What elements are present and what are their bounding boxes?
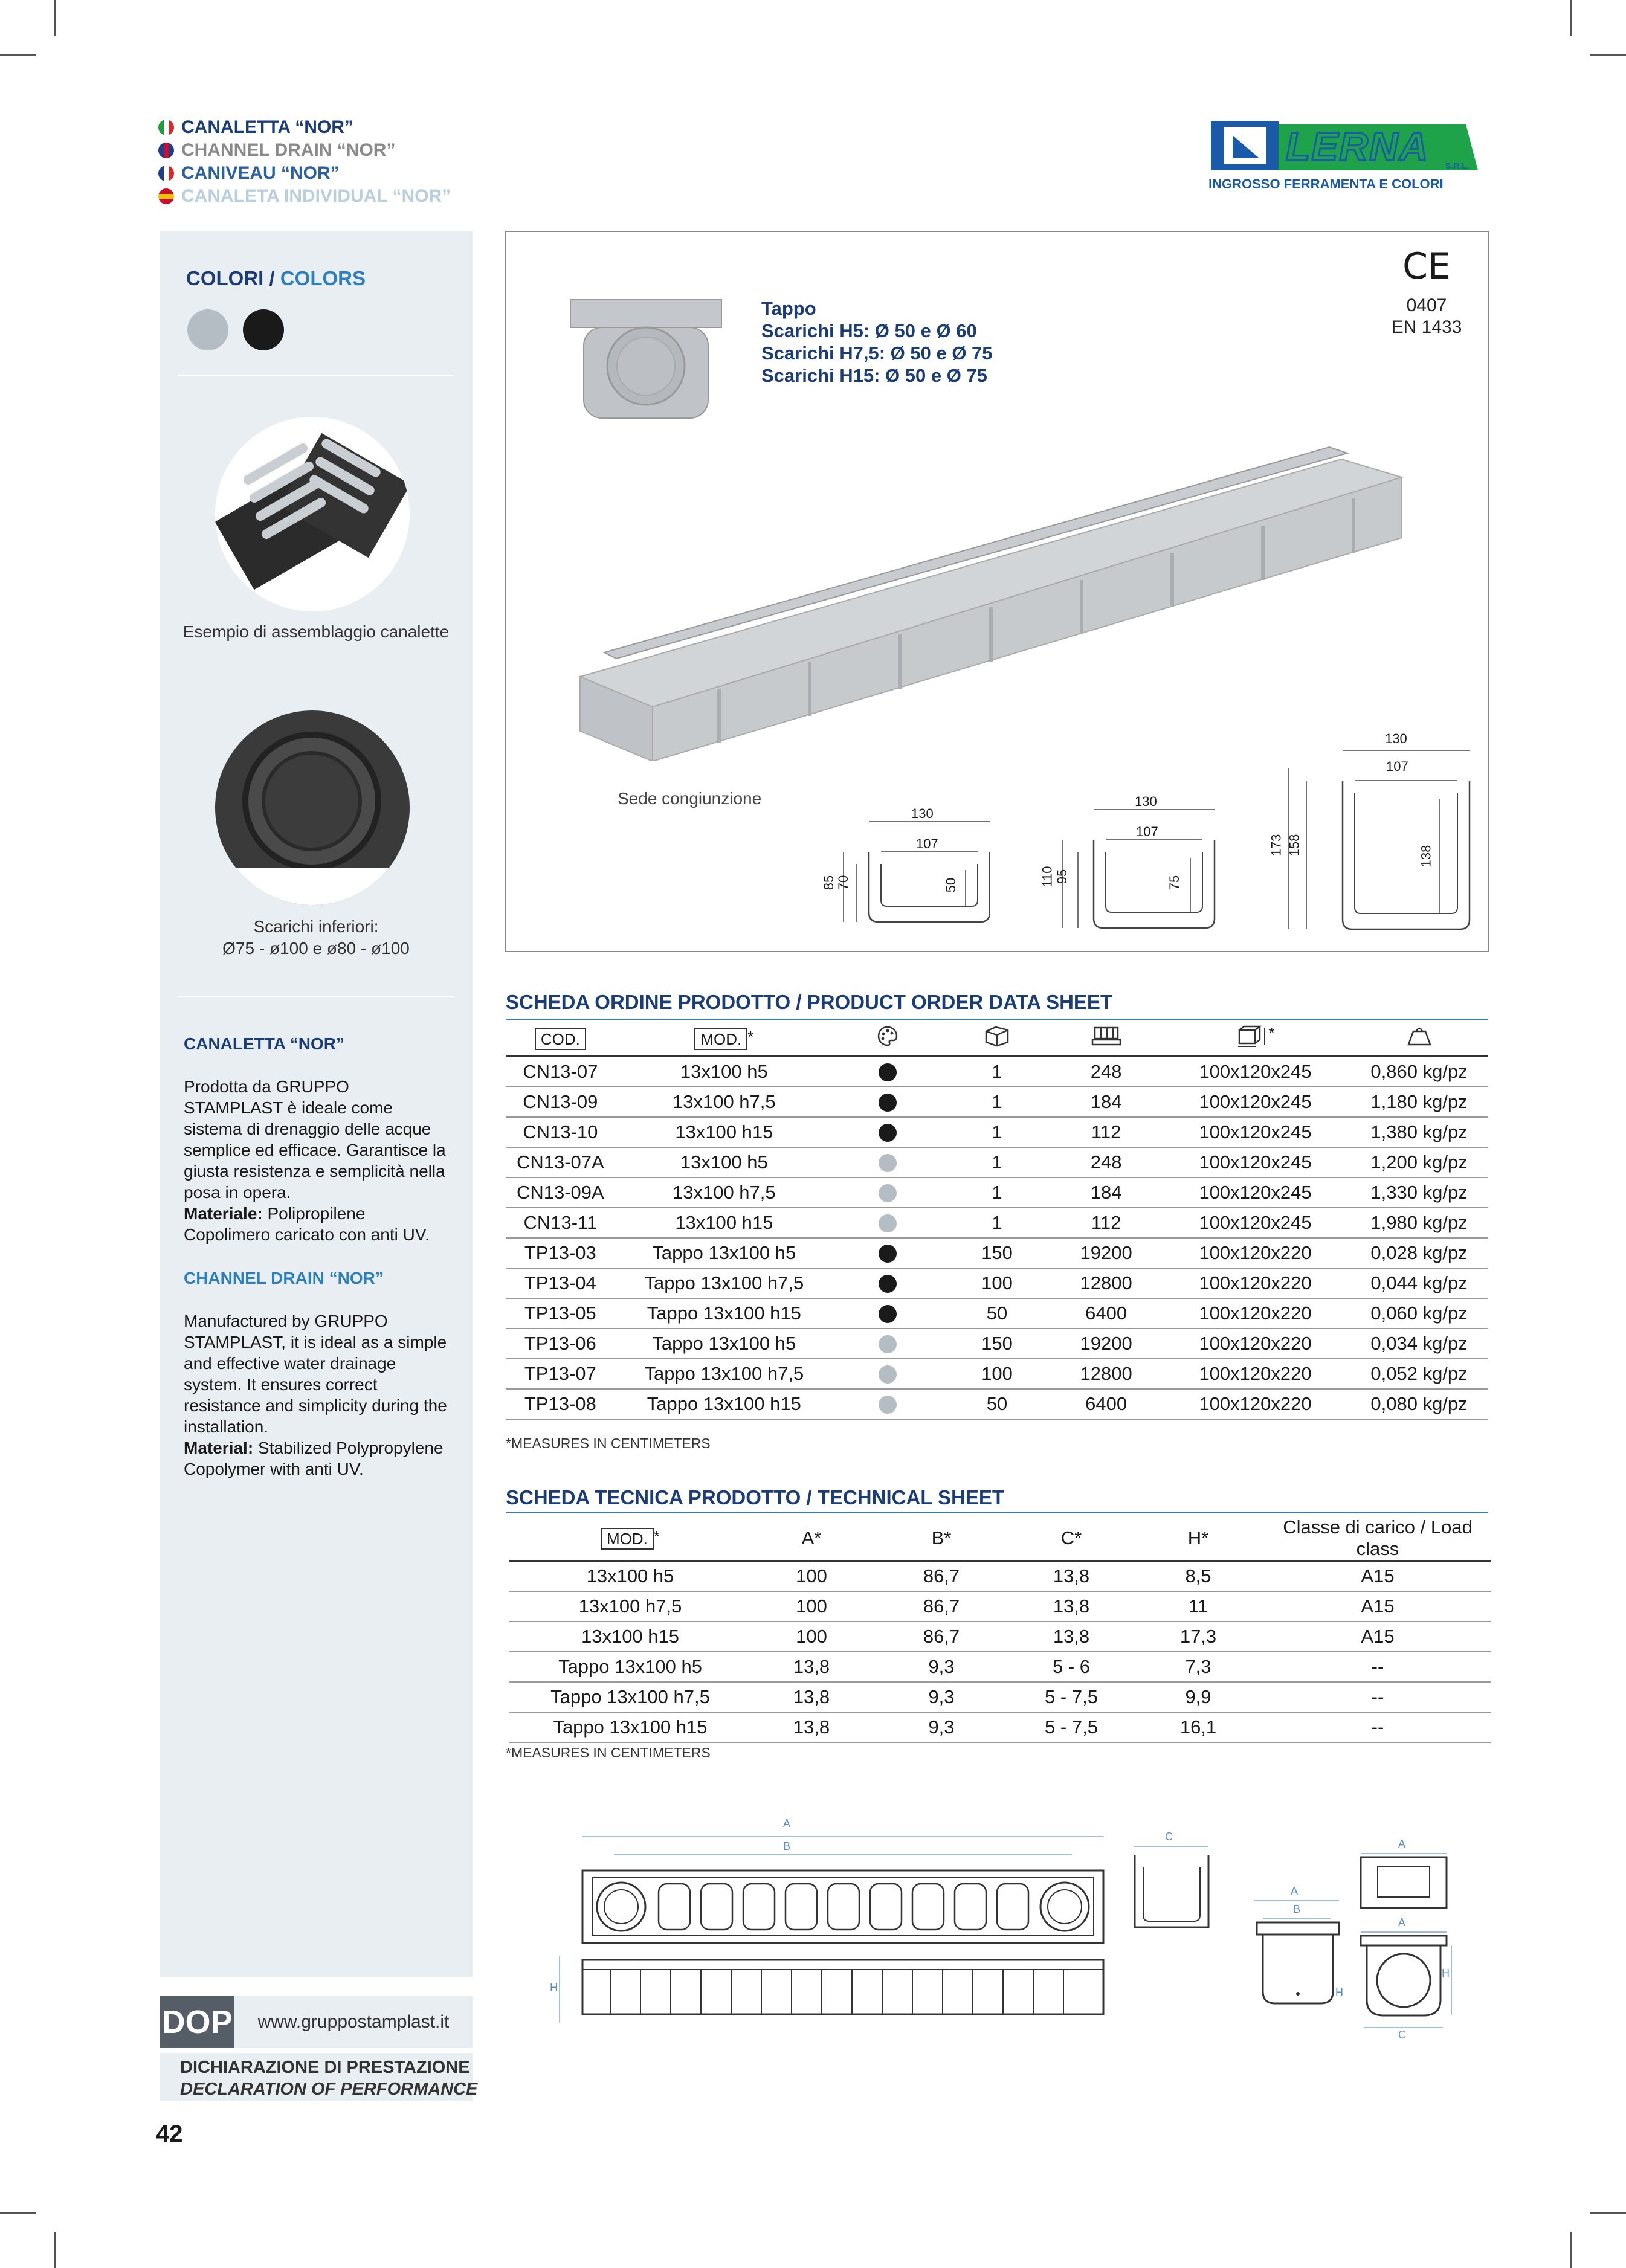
cell-b: 86,7	[872, 1591, 1011, 1622]
cell-c: 13,8	[1011, 1561, 1132, 1592]
title-es: CANALETA INDIVIDUAL “NOR”	[158, 185, 451, 208]
table-row	[506, 1238, 1488, 1268]
cell-a: 100	[751, 1622, 872, 1652]
color-dot-black	[879, 1305, 897, 1323]
crop-mark	[1570, 0, 1572, 36]
color-dot-black	[879, 1094, 897, 1112]
weight-icon	[1406, 1025, 1433, 1047]
description-en: CHANNEL DRAIN “NOR” Manufactured by GRUPPO STAMPLAST, it is ideal as a simple and effective water drainage system. It ensures correct resistance and simplicity during the installation. Material: Stabilized Polypropylene Copolymer with anti UV.	[184, 1269, 447, 1478]
cell-cod: CN13-09	[506, 1087, 615, 1117]
cell-b: 9,3	[872, 1652, 1011, 1682]
cell-q2: 19200	[1051, 1238, 1161, 1268]
box-icon	[984, 1025, 1010, 1047]
cell-dim: 100x120x220	[1161, 1359, 1350, 1389]
cell-b: 9,3	[872, 1682, 1011, 1712]
table-row	[509, 1591, 1491, 1622]
flag-it-icon	[158, 120, 174, 135]
cell-dim: 100x120x220	[1161, 1238, 1350, 1268]
cell-cls: --	[1265, 1682, 1491, 1712]
cell-q1: 150	[943, 1329, 1052, 1359]
cell-a: 13,8	[751, 1682, 872, 1712]
logo-suffix: S.R.L.	[1445, 161, 1470, 170]
cell-dim: 100x120x220	[1161, 1389, 1350, 1419]
cell-dim: 100x120x245	[1161, 1147, 1350, 1177]
cell-c: 5 - 7,5	[1011, 1712, 1132, 1742]
title-it: CANALETTA “NOR”	[158, 116, 353, 139]
tappo-drain-line: Scarichi H15: Ø 50 e Ø 75	[761, 365, 987, 386]
cell-cls: A15	[1265, 1561, 1491, 1592]
tech-header-row: MOD. * A* B* C* H* Classe di carico / Load class	[509, 1516, 1491, 1561]
cell-b: 86,7	[872, 1561, 1011, 1592]
crop-mark	[54, 0, 56, 36]
cell-q2: 248	[1051, 1147, 1161, 1177]
table-row	[506, 1147, 1488, 1177]
flag-gb-icon	[158, 143, 174, 158]
divider	[178, 996, 454, 997]
tech-note: *MEASURES IN CENTIMETERS	[506, 1745, 711, 1761]
cell-q1: 150	[943, 1238, 1052, 1268]
color-swatch-grey	[187, 309, 228, 350]
color-dot-black	[879, 1245, 897, 1263]
crop-mark	[1590, 2212, 1626, 2214]
cell-q1: 1	[943, 1056, 1052, 1087]
colors-heading: COLORI / COLORS	[186, 267, 366, 289]
cell-q1: 100	[943, 1359, 1052, 1389]
cell-cod: TP13-06	[506, 1329, 615, 1359]
assembly-photo	[215, 417, 410, 611]
color-dot-black	[879, 1275, 897, 1293]
cell-q2: 184	[1051, 1177, 1161, 1208]
cell-cls: A15	[1265, 1591, 1491, 1622]
color-dot-grey	[879, 1154, 897, 1172]
cell-q2: 6400	[1051, 1298, 1161, 1329]
order-header-row: COD. MOD. * *	[506, 1022, 1488, 1056]
table-row	[506, 1389, 1488, 1419]
color-dot-grey	[879, 1365, 897, 1384]
color-dot-black	[879, 1063, 897, 1081]
tappo-info: Tappo Scarichi H5: Ø 50 e Ø 60 Scarichi H7,5: Ø 50 e Ø 75 Scarichi H15: Ø 50 e Ø 75	[761, 298, 993, 386]
cell-b: 86,7	[872, 1622, 1011, 1652]
cell-q2: 12800	[1051, 1359, 1161, 1389]
cell-c: 5 - 6	[1011, 1652, 1132, 1682]
cell-mod: 13x100 h15	[615, 1208, 833, 1238]
cross-section-h15: 130 107 173 158 138	[1264, 732, 1482, 935]
cell-dim: 100x120x245	[1161, 1177, 1350, 1208]
cell-cod: TP13-04	[506, 1268, 615, 1298]
cell-a: 13,8	[751, 1652, 872, 1682]
cell-dim: 100x120x220	[1161, 1298, 1350, 1329]
cell-mod: 13x100 h5	[615, 1147, 833, 1177]
load-class-header: Classe di carico / Load class	[1265, 1516, 1491, 1561]
crop-mark	[0, 2212, 36, 2214]
cell-q1: 1	[943, 1147, 1052, 1177]
order-table	[506, 1022, 1488, 1420]
tappo-front-drawing: A A H C	[1352, 1837, 1455, 2042]
cell-mod: Tappo 13x100 h7,5	[615, 1359, 833, 1389]
table-row	[506, 1087, 1488, 1117]
cell-dim: 100x120x245	[1161, 1087, 1350, 1117]
cell-mod: Tappo 13x100 h7,5	[509, 1682, 751, 1712]
cell-mod: Tappo 13x100 h15	[615, 1389, 833, 1419]
divider	[178, 375, 454, 376]
palette-icon	[877, 1025, 898, 1047]
cell-q2: 6400	[1051, 1389, 1161, 1419]
dop-link[interactable]: www.gruppostamplast.it	[234, 1996, 473, 2048]
cell-dim: 100x120x245	[1161, 1208, 1350, 1238]
logo-wordmark: LERNA	[1286, 124, 1430, 169]
drain-caption: Scarichi inferiori: Ø75 - ø100 e ø80 - ø100	[222, 917, 410, 958]
table-row	[509, 1712, 1491, 1742]
cell-q1: 100	[943, 1268, 1052, 1298]
title-rule	[506, 1019, 1488, 1020]
page-number: 42	[156, 2121, 183, 2147]
tech-sheet-title: SCHEDA TECNICA PRODOTTO / TECHNICAL SHEET	[506, 1486, 1005, 1509]
lerna-logo	[1206, 118, 1484, 196]
cell-cod: CN13-11	[506, 1208, 615, 1238]
cell-cod: TP13-03	[506, 1238, 615, 1268]
tappo-drain-line: Scarichi H7,5: Ø 50 e Ø 75	[761, 343, 993, 364]
cell-mod: 13x100 h5	[615, 1056, 833, 1087]
cross-section-h5: 130 107 85 70 50	[827, 810, 990, 939]
cell-w: 0,028 kg/pz	[1350, 1238, 1488, 1268]
cell-dim: 100x120x220	[1161, 1268, 1350, 1298]
cell-cls: --	[1265, 1712, 1491, 1742]
order-note: *MEASURES IN CENTIMETERS	[506, 1435, 711, 1451]
cross-section-h75: 130 107 110 95 75	[1045, 791, 1221, 939]
cell-h: 16,1	[1132, 1712, 1265, 1742]
cell-q1: 1	[943, 1177, 1052, 1208]
cell-q2: 184	[1051, 1087, 1161, 1117]
cell-cls: A15	[1265, 1622, 1491, 1652]
cell-q2: 248	[1051, 1056, 1161, 1087]
cell-cod: CN13-07A	[506, 1147, 615, 1177]
cell-w: 0,034 kg/pz	[1350, 1329, 1488, 1359]
logo-tagline: INGROSSO FERRAMENTA E COLORI	[1208, 176, 1444, 192]
joint-seat-label: Sede congiunzione	[618, 789, 762, 808]
cell-q1: 50	[943, 1389, 1052, 1419]
channel-section-drawing: C	[1130, 1831, 1215, 1939]
title-rule	[506, 1512, 1488, 1513]
crop-mark	[54, 2232, 56, 2268]
table-row	[506, 1268, 1488, 1298]
cell-b: 9,3	[872, 1712, 1011, 1742]
cell-mod: Tappo 13x100 h5	[509, 1652, 751, 1682]
tappo-image	[567, 296, 725, 429]
cell-q1: 1	[943, 1087, 1052, 1117]
cell-w: 1,380 kg/pz	[1350, 1117, 1488, 1147]
flag-fr-icon	[158, 166, 174, 181]
certification: 0407 EN 1433	[1391, 295, 1462, 337]
cell-cod: CN13-10	[506, 1117, 615, 1147]
cell-h: 8,5	[1132, 1561, 1265, 1592]
pallet-icon	[1091, 1025, 1121, 1047]
cell-mod: Tappo 13x100 h5	[615, 1329, 833, 1359]
table-row	[506, 1359, 1488, 1389]
mod-header: MOD.	[601, 1528, 654, 1550]
color-dot-black	[879, 1124, 897, 1142]
dop-badge: DOP	[160, 1996, 234, 2048]
cell-cod: CN13-07	[506, 1056, 615, 1087]
table-row	[506, 1056, 1488, 1087]
cell-cod: TP13-08	[506, 1389, 615, 1419]
flag-es-icon	[158, 188, 174, 204]
cod-header: COD.	[535, 1028, 586, 1050]
cell-w: 0,060 kg/pz	[1350, 1298, 1488, 1329]
cell-c: 5 - 7,5	[1011, 1682, 1132, 1712]
col-b-header: B*	[872, 1516, 1011, 1561]
cell-h: 11	[1132, 1591, 1265, 1622]
cell-w: 1,330 kg/pz	[1350, 1177, 1488, 1208]
col-a-header: A*	[751, 1516, 872, 1561]
table-row	[506, 1208, 1488, 1238]
dimensions-icon	[1236, 1024, 1268, 1048]
cell-w: 0,080 kg/pz	[1350, 1389, 1488, 1419]
cell-mod: 13x100 h15	[615, 1117, 833, 1147]
cell-w: 0,044 kg/pz	[1350, 1268, 1488, 1298]
dop-caption: DICHIARAZIONE DI PRESTAZIONE DECLARATION OF PERFORMANCE	[180, 2058, 478, 2099]
cell-mod: 13x100 h7,5	[615, 1087, 833, 1117]
cell-w: 0,052 kg/pz	[1350, 1359, 1488, 1389]
table-row	[506, 1329, 1488, 1359]
color-swatch-black	[243, 309, 284, 350]
description-it: CANALETTA “NOR” Prodotta da GRUPPO STAMPLAST è ideale come sistema di drenaggio delle acque semplice ed efficace. Garantisce la giusta resistenza e semplicità nella posa in opera. Materiale: Polipropilene Copolimero caricato con anti UV.	[184, 1034, 446, 1244]
cell-q1: 1	[943, 1208, 1052, 1238]
cell-a: 100	[751, 1561, 872, 1592]
order-sheet-title: SCHEDA ORDINE PRODOTTO / PRODUCT ORDER DATA SHEET	[506, 991, 1113, 1013]
cell-dim: 100x120x245	[1161, 1056, 1350, 1087]
cell-mod: Tappo 13x100 h5	[615, 1238, 833, 1268]
cell-mod: Tappo 13x100 h7,5	[615, 1268, 833, 1298]
crop-mark	[1570, 2232, 1572, 2268]
cell-cod: TP13-05	[506, 1298, 615, 1329]
cell-w: 1,180 kg/pz	[1350, 1087, 1488, 1117]
cell-mod: 13x100 h7,5	[509, 1591, 751, 1622]
color-dot-grey	[879, 1335, 897, 1353]
cell-cod: TP13-07	[506, 1359, 615, 1389]
col-c-header: C*	[1011, 1516, 1132, 1561]
mod-header: MOD.	[694, 1028, 747, 1050]
color-dot-grey	[879, 1396, 897, 1414]
cell-mod: 13x100 h5	[509, 1561, 751, 1592]
cell-mod: Tappo 13x100 h15	[509, 1712, 751, 1742]
cell-q1: 1	[943, 1117, 1052, 1147]
cell-c: 13,8	[1011, 1622, 1132, 1652]
cell-h: 9,9	[1132, 1682, 1265, 1712]
cell-w: 1,980 kg/pz	[1350, 1208, 1488, 1238]
channel-drain-image	[568, 423, 1414, 761]
tappo-drain-line: Scarichi H5: Ø 50 e Ø 60	[761, 320, 977, 341]
table-row	[506, 1298, 1488, 1329]
cell-w: 0,860 kg/pz	[1350, 1056, 1488, 1087]
cell-w: 1,200 kg/pz	[1350, 1147, 1488, 1177]
bottom-drain-photo	[215, 710, 410, 905]
ce-mark: CE	[1402, 245, 1451, 288]
cell-q2: 112	[1051, 1208, 1161, 1238]
crop-mark	[1590, 54, 1626, 56]
cell-dim: 100x120x245	[1161, 1117, 1350, 1147]
cell-mod: 13x100 h15	[509, 1622, 751, 1652]
cell-mod: Tappo 13x100 h15	[615, 1298, 833, 1329]
cell-cod: CN13-09A	[506, 1177, 615, 1208]
table-row	[506, 1117, 1488, 1147]
cell-c: 13,8	[1011, 1591, 1132, 1622]
tech-table	[509, 1516, 1491, 1743]
cell-h: 7,3	[1132, 1652, 1265, 1682]
title-fr: CANIVEAU “NOR”	[158, 162, 340, 185]
crop-mark	[0, 54, 36, 56]
cell-h: 17,3	[1132, 1622, 1265, 1652]
table-row	[509, 1652, 1491, 1682]
cell-cls: --	[1265, 1652, 1491, 1682]
table-row	[509, 1561, 1491, 1592]
cell-q1: 50	[943, 1298, 1052, 1329]
cell-q2: 12800	[1051, 1268, 1161, 1298]
table-row	[509, 1682, 1491, 1712]
channel-top-side-drawing: A B H	[550, 1817, 1130, 2035]
col-h-header: H*	[1132, 1516, 1265, 1561]
assembly-caption: Esempio di assemblaggio canalette	[182, 622, 450, 641]
table-row	[506, 1177, 1488, 1208]
color-dot-grey	[879, 1214, 897, 1232]
cell-q2: 19200	[1051, 1329, 1161, 1359]
cell-a: 100	[751, 1591, 872, 1622]
cell-a: 13,8	[751, 1712, 872, 1742]
title-gb: CHANNEL DRAIN “NOR”	[158, 139, 395, 162]
cell-dim: 100x120x220	[1161, 1329, 1350, 1359]
tappo-side-drawing: A B H	[1248, 1885, 1351, 2024]
color-dot-grey	[879, 1184, 897, 1202]
cell-mod: 13x100 h7,5	[615, 1177, 833, 1208]
table-row	[509, 1622, 1491, 1652]
cell-q2: 112	[1051, 1117, 1161, 1147]
